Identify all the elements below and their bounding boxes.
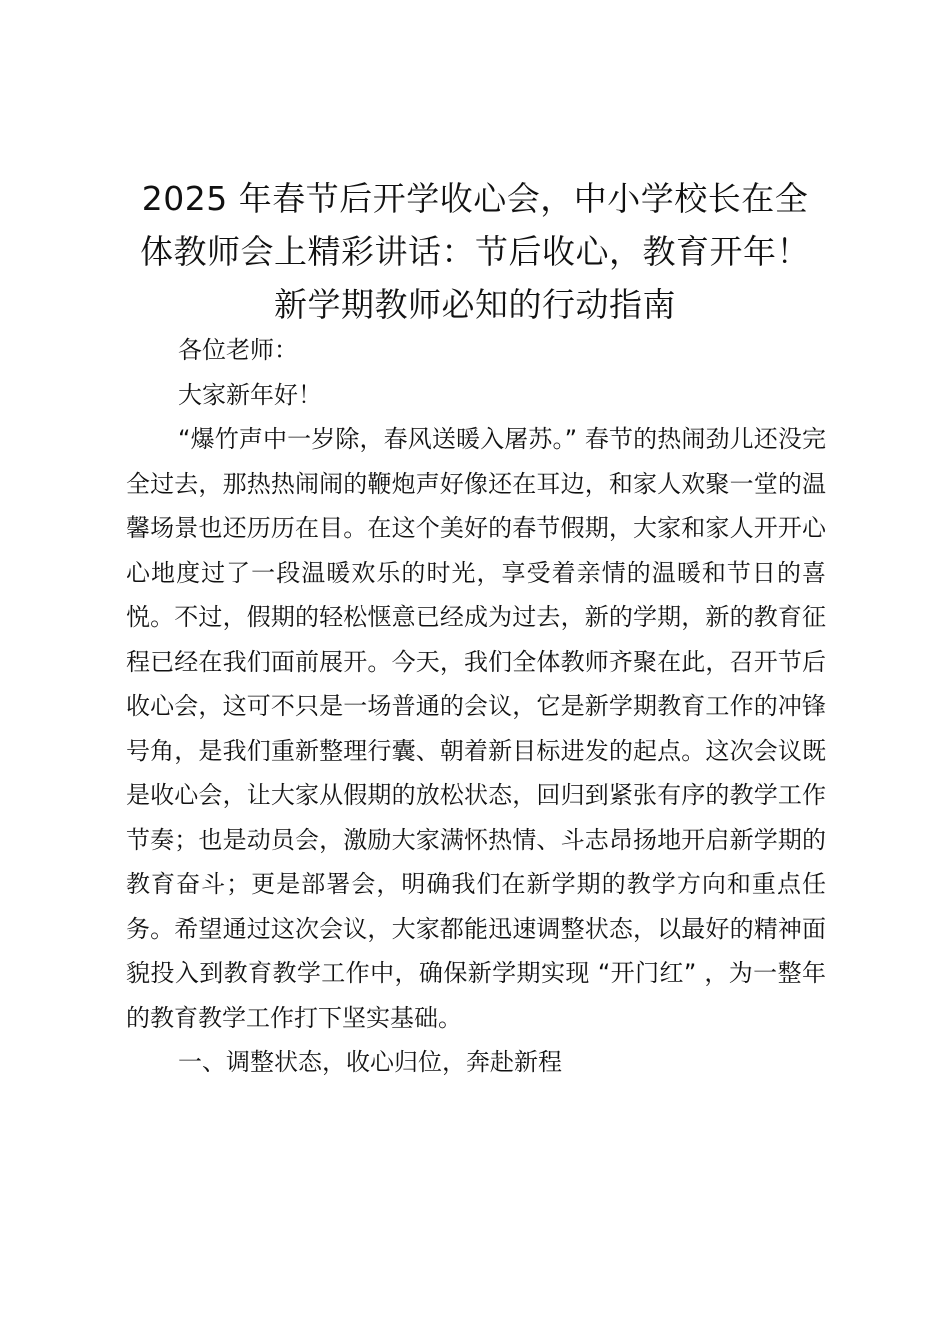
title-line-1: 2025 年春节后开学收心会，中小学校长在全 — [141, 179, 809, 218]
greeting: 大家新年好！ — [178, 380, 322, 409]
document-body — [126, 328, 826, 1085]
salutation: 各位老师： — [178, 336, 298, 364]
section-heading: 一、调整状态，收心归位，奔赴新程 — [178, 1048, 562, 1076]
body-paragraph: “爆竹声中一岁除，春风送暖入屠苏。” 春节的热闹劲儿还没完全过去，那热热闹闹的鞭炮声好像还在耳边，和家人欢聚一堂的温馨场景也还历历在目。在这个美好的春节假期，大家和家人开开心心地度过了一段温暖欢乐的时光，享受着亲情的温暖和节日的喜悦。不过，假期的轻松惬意已经成为过去，新的学期，新的教育征程已经在我们面前展开。今天，我们全体教师齐聚在此，召开节后收心会，这可不只是一场普通的会议，它是新学期教育工作的冲锋号角，是我们重新整理行囊、朝着新目标进发的起点。这次会议既是收心会，让大家从假期的放松状态，回归到紧张有序的教学工作节奏；也是动员会，激励大家满怀热情、斗志昂扬地开启新学期的教育奋斗；更是部署会，明确我们在新学期的教学方向和重点任务。希望通过这次会议，大家都能迅速调整状态，以最好的精神面貌投入到教育教学工作中，确保新学期实现 “开门红” ，为一整年的教育教学工作打下坚实基础。 — [126, 425, 826, 1032]
document-title — [118, 172, 832, 331]
title-line-2: 体教师会上精彩讲话：节后收心，教育开年！ — [140, 232, 810, 271]
title-line-3: 新学期教师必知的行动指南 — [274, 285, 676, 324]
